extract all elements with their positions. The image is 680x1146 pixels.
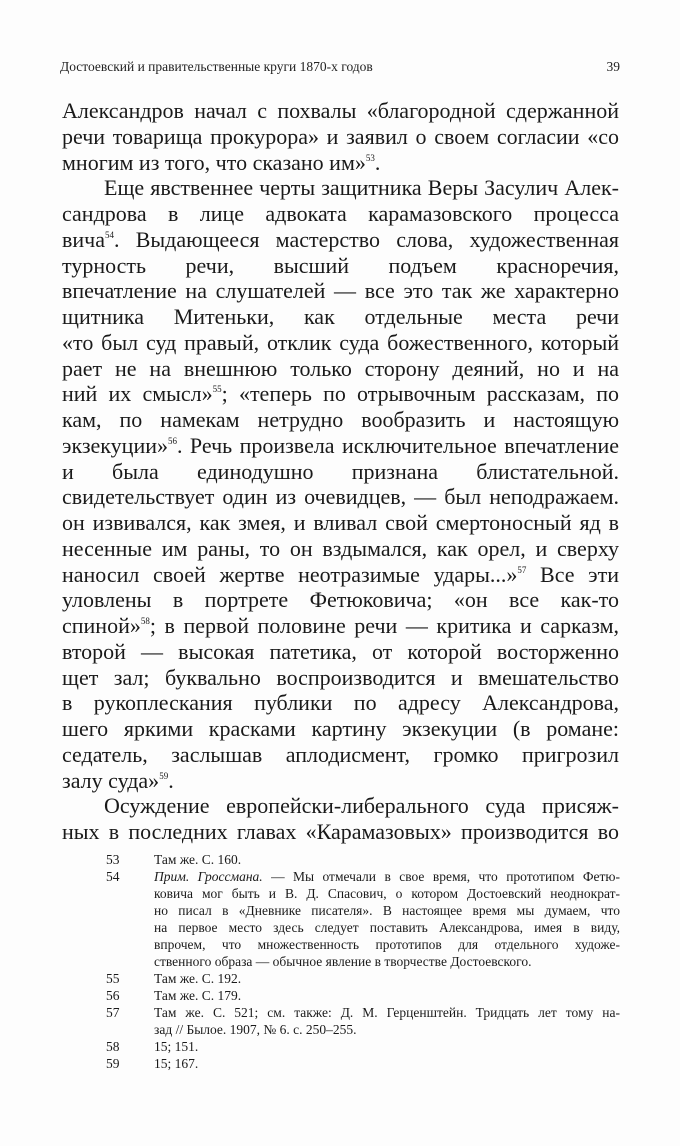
footnote [106,1038,620,1055]
footnote-number: 57 [106,1005,120,1020]
text-line: в рукоплескания публики по адресу Александрова, [62,690,619,716]
footnote-number: 53 [106,852,120,867]
text-line: вича$^{54}$. Выдающееся мастерство слова, художественная [62,226,619,252]
text-line: щет зал; буквально воспроизводится и вмешательство [62,664,619,690]
text-line: сандрова в лице адвоката карамазовского процесса [62,201,619,226]
footnote-lead: Прим. Гроссмана. [154,869,263,884]
footnote [106,851,620,868]
text-line: шего яркими красками картину экзекуции (в романе: [62,716,619,741]
footnote-line: Там же. С. 160. [154,852,242,867]
footnotes [106,851,620,1072]
footnote-ref: 56 [168,435,177,446]
text-line: он извивался, как змея, и вливал свой смертоносный яд в [62,510,619,535]
text-line: наносил своей жертве неотразимые удары...»$^{57}$ Все эти [62,561,619,587]
text-line: несенные им раны, то он вздымался, как орел, и сверху [62,535,619,561]
text-line: экзекуции»$^{56}$. Речь произвела исключительное впечатление [62,432,619,458]
footnote-number: 55 [106,971,120,986]
text-line: второй — высокая патетика, от которой восторженно [62,638,619,664]
footnote-number: 56 [106,988,120,1003]
text-line: Александров начал с похвалы «благородной сдержанной [62,98,619,123]
footnote-ref: 54 [105,229,114,240]
text-line: щитника Митеньки, как отдельные места речи [62,304,619,329]
footnote [106,1055,620,1072]
text-line: седатель, заслышав аплодисмент, громко пригрозил [62,741,619,767]
page-number: 39 [606,59,620,74]
text-line: ных в последних главах «Карамазовых» производится во [62,819,619,844]
footnote-line: но писал в «Дневнике писателя». В настоящее время мы думаем, что [154,903,620,918]
footnote [106,987,620,1004]
footnote-line: впрочем, что множественность прототипов для отдельного художе- [154,937,620,952]
text-line: ний их смысл»$^{55}$; «теперь по отрывочным рассказам, по [62,381,619,407]
text-line: «то был суд правый, отклик суда божественного, который [62,329,619,355]
footnote-line: Прим. Гроссмана. — Мы отмечали в свое время, что прототипом Фетю- [154,869,620,884]
text-line: кам, по намекам нетрудно вообразить и настоящую [62,407,619,432]
text-line: многим из того, что сказано им»$^{53}$. [62,149,381,175]
text-line: свидетельствует один из очевидцев, — был неподражаем. [62,484,619,510]
footnote-line: ственного образа — обычное явление в творчестве Достоевского. [154,954,532,969]
footnote-number: 59 [106,1056,120,1071]
footnote-line: 15; 167. [154,1056,199,1071]
text-line: турность речи, высший подъем красноречия, [62,252,619,278]
running-header [60,59,620,79]
text-line: Еще явственнее черты защитника Веры Засулич Алек- [104,175,619,201]
footnote-number: 58 [106,1039,120,1054]
footnote-line: 15; 151. [154,1039,199,1054]
running-title: Достоевский и правительственные круги 1870-х годов [60,59,373,74]
text-line: Осуждение европейски-либерального суда присяж- [104,793,619,819]
footnote-line: на первое место здесь следует поставить Александрова, имея в виду, [154,920,620,935]
footnote-ref: 57 [517,564,527,575]
footnote-line: ковича мог быть и В. Д. Спасович, о котором Достоевский неоднократ- [154,886,620,901]
text-line: и была единодушно признана блистательной. [62,458,619,484]
footnote [106,970,620,987]
footnote-ref: 58 [140,616,150,626]
footnote-ref: 55 [212,384,222,395]
footnote-number: 54 [106,869,120,884]
main-text [62,98,619,845]
text-line: уловлены в портрете Фетюковича; «он все как-то [62,587,619,613]
text-line: речи товарища прокурора» и заявил о своем согласии «со [62,123,619,149]
footnote-line: зад // Былое. 1907, № 6. с. 250–255. [154,1022,357,1037]
text-line: впечатление на слушателей — все это так же характерно [62,278,619,304]
footnote-line: Там же. С. 521; см. также: Д. М. Герценштейн. Тридцать лет тому на- [154,1005,620,1020]
text-line: рает не на внешнюю только сторону деяний, но и на [62,355,619,381]
footnote [106,868,620,970]
footnote-ref: 53 [365,152,375,163]
footnote-ref: 59 [159,770,169,781]
text-line: залу суда»$^{59}$. [62,767,174,793]
text-line: спиной»$^{58}$; в первой половине речи — критика и сарказм, [62,613,619,638]
footnote-line: Там же. С. 192. [154,971,242,986]
footnote [106,1004,620,1038]
footnote-line: Там же. С. 179. [154,988,242,1003]
